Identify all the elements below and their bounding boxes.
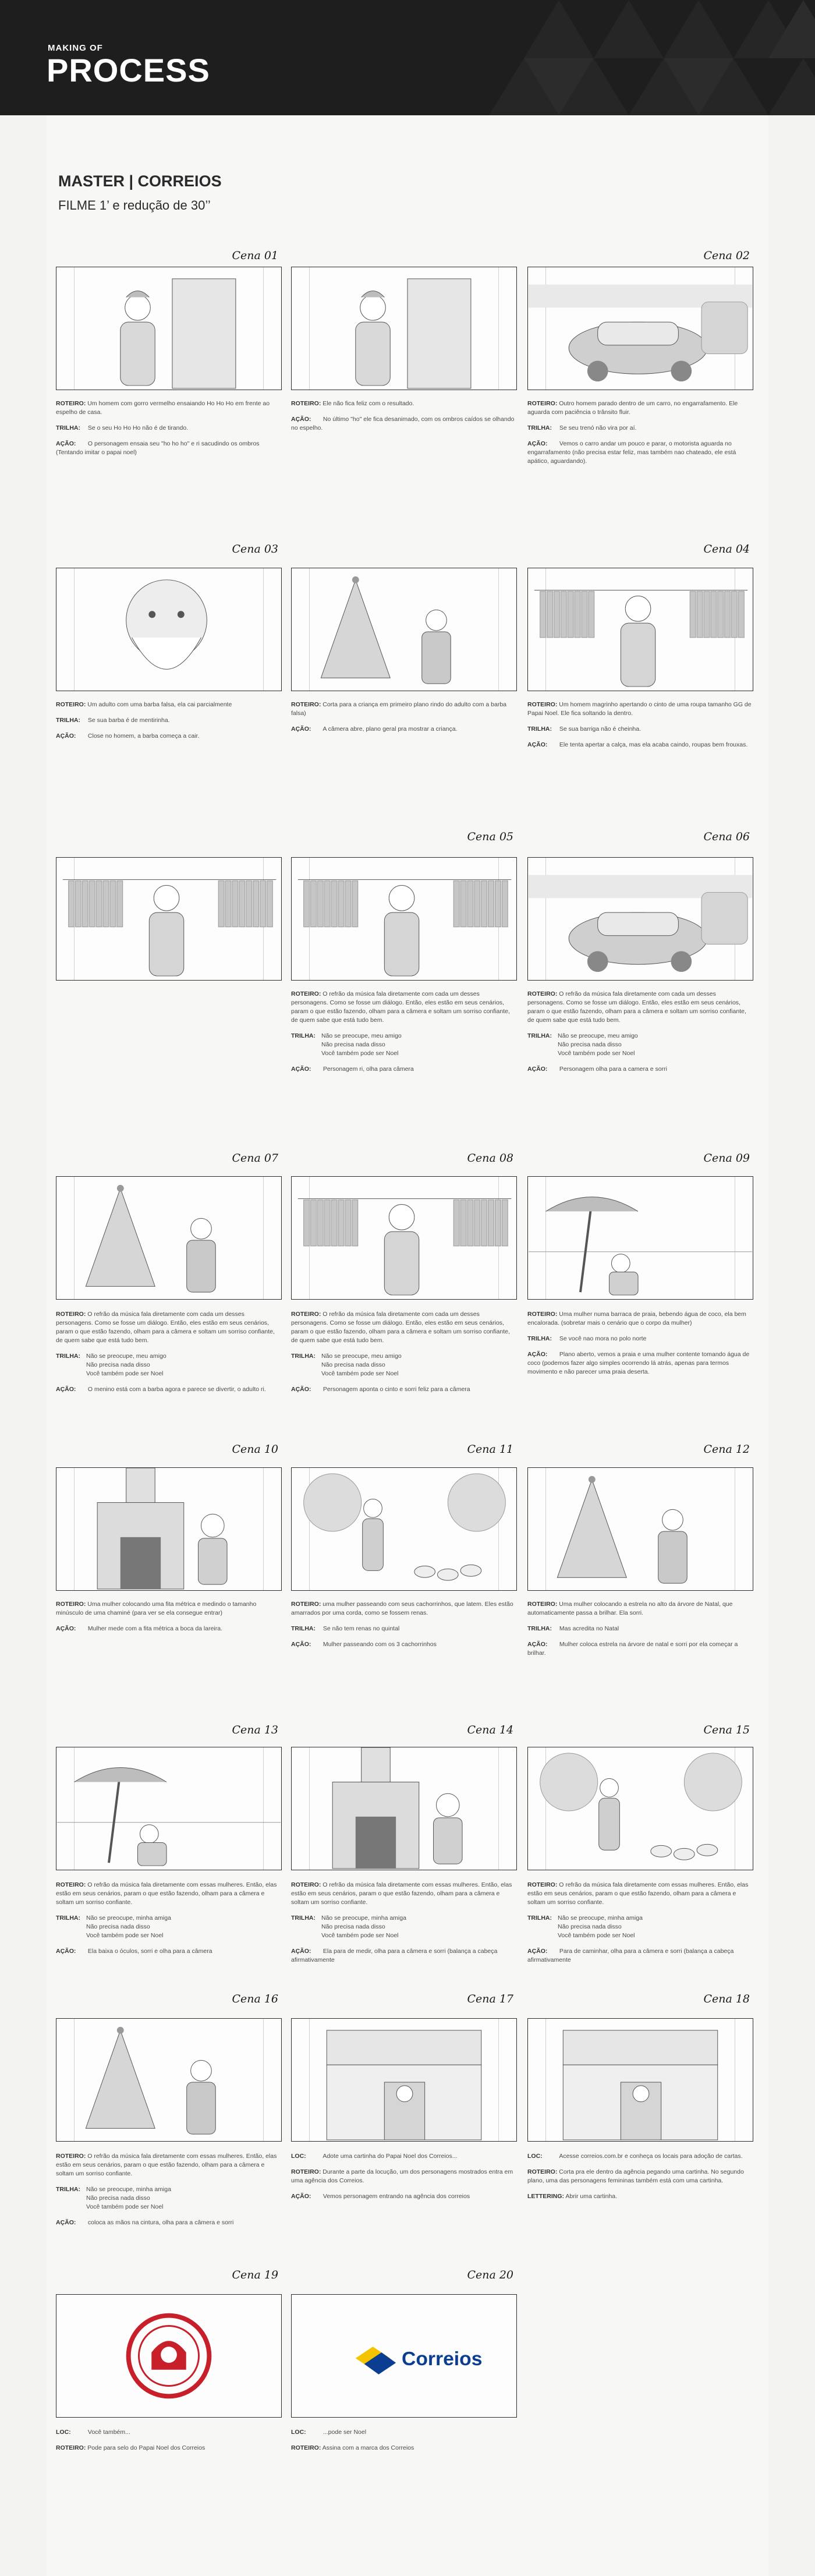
script-text: Uma mulher colocando uma fita métrica e medindo o tamanho minúsculo de uma chaminé (para ver se ela consegue entrar) [56, 1601, 257, 1616]
scene-number: Cena 14 [467, 1724, 513, 1736]
scene-script [56, 700, 283, 748]
script-text: Personagem ri, olha para câmera [321, 1066, 414, 1073]
script-label: AÇÃO: [527, 1641, 548, 1648]
svg-text:Correios: Correios [402, 2348, 483, 2370]
script-text: Se sua barriga não é cheinha. [558, 726, 642, 733]
script-block [291, 415, 518, 433]
script-label: ROTEIRO: [56, 2444, 86, 2451]
scene-script [291, 700, 518, 741]
script-block [527, 741, 754, 749]
script-text: Vemos o carro andar um pouco e parar, o motorista aguarda no engarrafamento (não precisa estar feliz, mas também nao chateado, ele está apático, aguardando). [527, 440, 736, 465]
scene-number: Cena 06 [703, 830, 750, 843]
script-block [527, 424, 754, 433]
script-label: TRILHA: [56, 1353, 80, 1360]
scene-script [56, 1881, 283, 1963]
script-block [527, 440, 754, 466]
script-label: AÇÃO: [527, 741, 548, 748]
script-block [527, 399, 754, 417]
sketch-illustration [292, 858, 516, 980]
script-label: LOC: [56, 2429, 71, 2436]
script-text: Não se preocupe, meu amigo Não precisa nada disso Você também pode ser Noel [321, 1353, 402, 1377]
script-text: Plano aberto, vemos a praia e uma mulher contente tomando água de coco (podemos fazer algo simples ocorrendo lá atrás, apenas para termos movimento e não parecer uma praia deserta. [527, 1351, 750, 1375]
script-text: O refrão da música fala diretamente com cada um desses personagens. Como se fosse um diálogo. Então, eles estão em seus cenários, param o que estão fazendo, olham para a câmera e soltam um sorriso confiante, de quem sabe que está tudo bem. [291, 1311, 510, 1344]
script-text: Pode para selo do Papai Noel dos Correios [86, 2444, 205, 2451]
script-block [56, 1352, 283, 1378]
script-label: ROTEIRO: [527, 990, 558, 997]
script-label: AÇÃO: [527, 1948, 548, 1955]
script-label: ROTEIRO: [527, 701, 558, 708]
script-text: Personagem aponta o cinto e sorri feliz para a câmera [321, 1386, 470, 1393]
panel-frame [56, 1176, 282, 1300]
script-block [291, 2192, 518, 2201]
script-text: Mulher passeando com os 3 cachorrinhos [321, 1641, 437, 1648]
panel-frame [527, 2018, 753, 2142]
script-text: Não se preocupe, minha amiga Não precisa nada disso Você também pode ser Noel [558, 1915, 643, 1939]
script-text: Ela baixa o óculos, sorri e olha para a câmera [86, 1948, 212, 1955]
scene-number: Cena 11 [467, 1443, 513, 1456]
panel-frame [291, 857, 517, 981]
script-text: O refrão da música fala diretamente com essas mulheres. Então, elas estão em seus cenários, param o que estão fazendo, olham para a câmera e soltam um sorriso confiante. [291, 1881, 512, 1906]
sketch-illustration [528, 2019, 753, 2141]
panel-frame [527, 1467, 753, 1591]
panel-frame [527, 1176, 753, 1300]
script-block [527, 1310, 754, 1328]
panel-frame [527, 267, 753, 390]
script-text: uma mulher passeando com seus cachorrinhos, que latem. Eles estão amarrados por uma corda, como se fossem renas. [291, 1601, 513, 1616]
script-text: A câmera abre, plano geral pra mostrar a criança. [321, 726, 458, 733]
script-label: TRILHA: [527, 1032, 552, 1039]
script-text: Durante a parte da locução, um dos personagens mostrados entra em uma agência dos Correios. [291, 2168, 513, 2184]
script-block [291, 725, 518, 734]
script-block [527, 1335, 754, 1343]
script-block [56, 1881, 283, 1907]
script-block [527, 1032, 754, 1058]
script-block [291, 1640, 518, 1649]
script-block [56, 440, 283, 457]
script-block [527, 1881, 754, 1907]
script-block [56, 1310, 283, 1345]
script-label: LOC: [527, 2153, 543, 2160]
script-block [56, 2444, 283, 2453]
sketch-illustration [528, 568, 753, 691]
script-label: AÇÃO: [56, 733, 76, 739]
script-text: Não se preocupe, meu amigo Não precisa nada disso Você também pode ser Noel [558, 1032, 638, 1057]
script-block [56, 1947, 283, 1956]
page-title: PROCESS [47, 52, 210, 89]
script-text: Você também... [86, 2429, 130, 2436]
sketch-illustration [528, 1468, 753, 1590]
sketch-illustration [292, 1177, 516, 1299]
script-label: AÇÃO: [527, 1066, 548, 1073]
panel-frame [56, 1467, 282, 1591]
scene-number: Cena 04 [703, 543, 750, 555]
script-label: AÇÃO: [291, 2193, 311, 2200]
sketch-illustration [528, 267, 753, 390]
sketch-illustration [528, 1747, 753, 1870]
script-text: Personagem olha para a camera e sorri [558, 1066, 667, 1073]
script-label: TRILHA: [527, 424, 552, 431]
script-label: TRILHA: [291, 1353, 316, 1360]
script-label: TRILHA: [527, 726, 552, 733]
scene-number: Cena 18 [703, 1993, 750, 2005]
script-block [56, 732, 283, 741]
script-block [56, 2152, 283, 2178]
script-label: TRILHA: [527, 1335, 552, 1342]
script-label: ROTEIRO: [56, 1311, 86, 1318]
script-block [527, 2152, 754, 2161]
scene-number: Cena 01 [232, 249, 278, 262]
script-text: Um homem com gorro vermelho ensaiando Ho Ho Ho em frente ao espelho de casa. [56, 400, 270, 416]
panel-frame [56, 857, 282, 981]
scene-script [56, 399, 283, 464]
panel-frame [291, 568, 517, 691]
panel-frame [56, 2294, 282, 2418]
script-block [291, 2428, 518, 2437]
script-block [291, 1947, 518, 1965]
script-label: LOC: [291, 2153, 306, 2160]
scene-number: Cena 10 [232, 1443, 278, 1456]
script-text: Ela para de medir, olha para a câmera e sorri (balança a cabeça afirmativamente [291, 1948, 498, 1963]
sketch-illustration [292, 267, 516, 390]
scene-script [527, 700, 754, 756]
script-block [527, 1625, 754, 1633]
script-label: AÇÃO: [56, 440, 76, 447]
script-text: O refrão da música fala diretamente com essas mulheres. Então, elas estão em seus cenários, param o que estão fazendo, olham para a câmera e soltam um sorriso confiante. [56, 2153, 277, 2177]
script-label: ROTEIRO: [56, 2153, 86, 2160]
script-block [291, 700, 518, 718]
script-label: LOC: [291, 2429, 306, 2436]
film-title: MASTER | CORREIOS [58, 172, 222, 190]
sketch-illustration [528, 858, 753, 980]
script-label: AÇÃO: [56, 1625, 76, 1632]
script-block [56, 2218, 283, 2227]
sketch-illustration [56, 858, 281, 980]
script-label: TRILHA: [291, 1915, 316, 1922]
script-text: Corta pra ele dentro da agência pegando uma cartinha. No segundo plano, uma das personagens femininas também está com uma cartinha. [527, 2168, 744, 2184]
script-block [527, 1914, 754, 1940]
script-text: Close no homem, a barba começa a cair. [86, 733, 200, 739]
script-text: Para de caminhar, olha para a câmera e sorri (balança a cabeça afirmativamente [527, 1948, 734, 1963]
scene-number: Cena 03 [232, 543, 278, 555]
script-label: TRILHA: [56, 1915, 80, 1922]
script-label: AÇÃO: [56, 1386, 76, 1393]
script-label: ROTEIRO: [291, 1311, 321, 1318]
scene-script [291, 2428, 518, 2460]
sketch-illustration [292, 568, 516, 691]
script-label: ROTEIRO: [291, 701, 321, 708]
script-label: ROTEIRO: [291, 400, 321, 407]
scene-script [291, 1310, 518, 1401]
script-text: Se você nao mora no polo norte [558, 1335, 647, 1342]
script-block [56, 2185, 283, 2211]
scene-number: Cena 19 [232, 2269, 278, 2281]
script-text: O refrão da música fala diretamente com cada um desses personagens. Como se fosse um diálogo. Então, eles estão em seus cenários, param o que estão fazendo, olham para a câmera e soltam um sorriso confiante, de quem sabe que está tudo bem. [291, 990, 510, 1024]
script-text: Uma mulher numa barraca de praia, bebendo água de coco, ela bem encalorada. (sobretar mais o cenário que o corpo da mulher) [527, 1311, 746, 1326]
script-text: O refrão da música fala diretamente com essas mulheres. Então, elas estão em seus cenários, param o que estão fazendo, olham para a câmera e soltam um sorriso confiante. [56, 1881, 277, 1906]
script-text: Não se preocupe, minha amiga Não precisa nada disso Você também pode ser Noel [86, 2186, 171, 2210]
script-block [56, 716, 283, 725]
script-block [527, 1065, 754, 1074]
script-label: TRILHA: [56, 2186, 80, 2193]
script-text: Se não tem renas no quintal [321, 1625, 400, 1632]
scene-number: Cena 02 [703, 249, 750, 262]
scene-script [527, 399, 754, 473]
scene-number: Cena 05 [467, 830, 513, 843]
sketch-illustration [528, 1177, 753, 1299]
panel-frame [527, 568, 753, 691]
sketch-illustration [292, 1468, 516, 1590]
scene-number: Cena 07 [232, 1152, 278, 1165]
script-block [527, 1350, 754, 1377]
script-block [527, 725, 754, 734]
script-text: Não se preocupe, minha amiga Não precisa nada disso Você também pode ser Noel [86, 1915, 171, 1939]
script-text: O refrão da música fala diretamente com cada um desses personagens. Como se fosse um diálogo. Então, eles estão em seus cenários, param o que estão fazendo, olham para a câmera e soltam um sorriso confiante, de quem sabe que está tudo bem. [527, 990, 746, 1024]
script-block [291, 399, 518, 408]
scene-script [527, 1600, 754, 1665]
script-label: AÇÃO: [291, 1641, 311, 1648]
script-block [527, 700, 754, 718]
header-banner [0, 0, 815, 115]
script-text: Não se preocupe, meu amigo Não precisa nada disso Você também pode ser Noel [86, 1353, 166, 1377]
script-label: ROTEIRO: [527, 1311, 558, 1318]
script-label: ROTEIRO: [56, 1601, 86, 1608]
script-text: Ele não fica feliz com o resultado. [321, 400, 414, 407]
script-block [56, 700, 283, 709]
script-label: ROTEIRO: [291, 2444, 321, 2451]
script-text: Ele tenta apertar a calça, mas ela acaba caindo, roupas bem frouxas. [558, 741, 748, 748]
script-text: Se o seu Ho Ho Ho não é de tirando. [86, 424, 189, 431]
script-label: AÇÃO: [527, 1351, 548, 1358]
panel-frame [291, 2018, 517, 2142]
script-label: ROTEIRO: [291, 1881, 321, 1888]
script-label: TRILHA: [527, 1625, 552, 1632]
triangle-pattern [489, 0, 815, 115]
script-text: Vemos personagem entrando na agência dos correios [321, 2193, 470, 2200]
scene-script [291, 990, 518, 1081]
scene-number: Cena 08 [467, 1152, 513, 1165]
script-label: ROTEIRO: [56, 400, 86, 407]
script-block [56, 1625, 283, 1633]
correios-logo [292, 2295, 516, 2417]
scene-script [56, 2152, 283, 2234]
sketch-illustration [56, 1177, 281, 1299]
scene-script [527, 1881, 754, 1972]
scene-script [291, 399, 518, 440]
script-block [527, 990, 754, 1025]
script-label: AÇÃO: [291, 1948, 311, 1955]
sketch-illustration [292, 2019, 516, 2141]
script-text: Corta para a criança em primeiro plano rindo do adulto com a barba falsa) [291, 701, 507, 717]
script-label: TRILHA: [291, 1625, 316, 1632]
scene-number: Cena 13 [232, 1724, 278, 1736]
script-label: ROTEIRO: [56, 1881, 86, 1888]
script-text: Abrir uma cartinha. [564, 2193, 618, 2200]
panel-frame [56, 2018, 282, 2142]
script-block [291, 1625, 518, 1633]
script-block [291, 1065, 518, 1074]
script-text: O refrão da música fala diretamente com essas mulheres. Então, elas estão em seus cenários, param o que estão fazendo, olham para a câmera e soltam um sorriso confiante. [527, 1881, 749, 1906]
script-text: coloca as mãos na cintura, olha para a câmera e sorri [86, 2219, 234, 2226]
script-text: ...pode ser Noel [321, 2429, 367, 2436]
script-text: No último "ho" ele fica desanimado, com os ombros caídos se olhando no espelho. [291, 416, 515, 431]
scene-number: Cena 15 [703, 1724, 750, 1736]
panel-frame [56, 1747, 282, 1870]
scene-number: Cena 20 [467, 2269, 513, 2281]
script-block [527, 2168, 754, 2185]
script-block [56, 2428, 283, 2437]
script-block [527, 1600, 754, 1618]
film-subtitle: FILME 1’ e redução de 30’’ [58, 198, 211, 213]
scene-number: Cena 09 [703, 1152, 750, 1165]
scene-script [56, 1310, 283, 1401]
scene-number: Cena 12 [703, 1443, 750, 1456]
script-label: AÇÃO: [527, 440, 548, 447]
scene-script [527, 1310, 754, 1383]
papai-noel-seal-logo [56, 2295, 281, 2417]
script-label: AÇÃO: [56, 1948, 76, 1955]
script-block [291, 2444, 518, 2453]
script-text: Uma mulher colocando a estrela no alto da árvore de Natal, que automaticamente passa a brilhar. Ela sorri. [527, 1601, 733, 1616]
script-label: ROTEIRO: [527, 1601, 558, 1608]
script-text: O refrão da música fala diretamente com cada um desses personagens. Como se fosse um diálogo. Então, eles estão em seus cenários, param o que estão fazendo, olham para a câmera e soltam um sorriso confiante, de quem sabe que está tudo bem. [56, 1311, 275, 1344]
script-block [56, 1385, 283, 1394]
script-label: ROTEIRO: [291, 1601, 321, 1608]
scene-number: Cena 16 [232, 1993, 278, 2005]
script-label: AÇÃO: [291, 726, 311, 733]
panel-frame [527, 1747, 753, 1870]
sketch-illustration [56, 267, 281, 390]
script-label: ROTEIRO: [291, 2168, 321, 2175]
script-label: AÇÃO: [291, 1066, 311, 1073]
script-label: TRILHA: [291, 1032, 316, 1039]
script-block [291, 1881, 518, 1907]
sketch-illustration [56, 1747, 281, 1870]
script-text: Mas acredita no Natal [558, 1625, 619, 1632]
script-block [291, 990, 518, 1025]
script-text: Um adulto com uma barba falsa, ela cai parcialmente [86, 701, 232, 708]
scene-script [291, 1881, 518, 1972]
script-text: Adote uma cartinha do Papai Noel dos Correios... [321, 2153, 458, 2160]
panel-frame [56, 568, 282, 691]
script-block [56, 1600, 283, 1618]
script-block [291, 2168, 518, 2185]
panel-frame [291, 1747, 517, 1870]
script-text: Mulher mede com a fita métrica a boca da lareira. [86, 1625, 223, 1632]
script-block [56, 399, 283, 417]
scene-script [291, 1600, 518, 1656]
script-text: Se sua barba é de mentirinha. [86, 717, 170, 724]
scene-script [527, 990, 754, 1081]
script-block [291, 1914, 518, 1940]
scene-script [56, 2428, 283, 2460]
script-block [291, 2152, 518, 2161]
script-block [291, 1600, 518, 1618]
script-block [291, 1385, 518, 1394]
script-block [527, 1947, 754, 1965]
script-label: AÇÃO: [291, 416, 311, 423]
script-label: TRILHA: [56, 717, 80, 724]
panel-frame [527, 857, 753, 981]
script-label: ROTEIRO: [527, 400, 558, 407]
sketch-illustration [56, 2019, 281, 2141]
panel-frame [291, 267, 517, 390]
script-text: Não se preocupe, minha amiga Não precisa nada disso Você também pode ser Noel [321, 1915, 406, 1939]
sketch-illustration [292, 1747, 516, 1870]
script-text: Se seu trenó não vira por aí. [558, 424, 637, 431]
script-label: AÇÃO: [56, 2219, 76, 2226]
script-label: LETTERING: [527, 2193, 564, 2200]
script-text: O menino está com a barba agora e parece se divertir, o adulto ri. [86, 1386, 266, 1393]
eyebrow-label: MAKING OF [48, 43, 103, 53]
scene-number: Cena 17 [467, 1993, 513, 2005]
script-block [56, 424, 283, 433]
panel-frame [291, 1467, 517, 1591]
script-label: ROTEIRO: [56, 701, 86, 708]
script-block [291, 1352, 518, 1378]
script-label: AÇÃO: [291, 1386, 311, 1393]
script-text: Um homem magrinho apertando o cinto de uma roupa tamanho GG de Papai Noel. Ele fica soltando la dentro. [527, 701, 752, 717]
panel-frame [56, 267, 282, 390]
script-text: Outro homem parado dentro de um carro, no engarrafamento. Ele aguarda com paciência o trânsito fluir. [527, 400, 738, 416]
script-text: Mulher coloca estrela na árvore de natal e sorri por ela começar a brilhar. [527, 1641, 738, 1657]
script-label: ROTEIRO: [527, 2168, 558, 2175]
sketch-illustration [56, 568, 281, 691]
script-text: Acesse correios.com.br e conheça os locais para adoção de cartas. [558, 2153, 743, 2160]
script-text: O personagem ensaia seu "ho ho ho" e ri sacudindo os ombros (Tentando imitar o papai noel) [56, 440, 260, 456]
script-block [291, 1310, 518, 1345]
script-block [291, 1032, 518, 1058]
script-text: Assina com a marca dos Correios [321, 2444, 414, 2451]
script-label: TRILHA: [56, 424, 80, 431]
script-label: ROTEIRO: [527, 1881, 558, 1888]
sketch-illustration [56, 1468, 281, 1590]
scene-script [56, 1600, 283, 1640]
scene-script [291, 2152, 518, 2208]
panel-frame [291, 1176, 517, 1300]
scene-script [527, 2152, 754, 2208]
script-text: Não se preocupe, meu amigo Não precisa nada disso Você também pode ser Noel [321, 1032, 402, 1057]
script-label: TRILHA: [527, 1915, 552, 1922]
script-block [527, 2192, 754, 2201]
script-block [56, 1914, 283, 1940]
script-block [527, 1640, 754, 1658]
script-label: ROTEIRO: [291, 990, 321, 997]
panel-frame [291, 2294, 517, 2418]
